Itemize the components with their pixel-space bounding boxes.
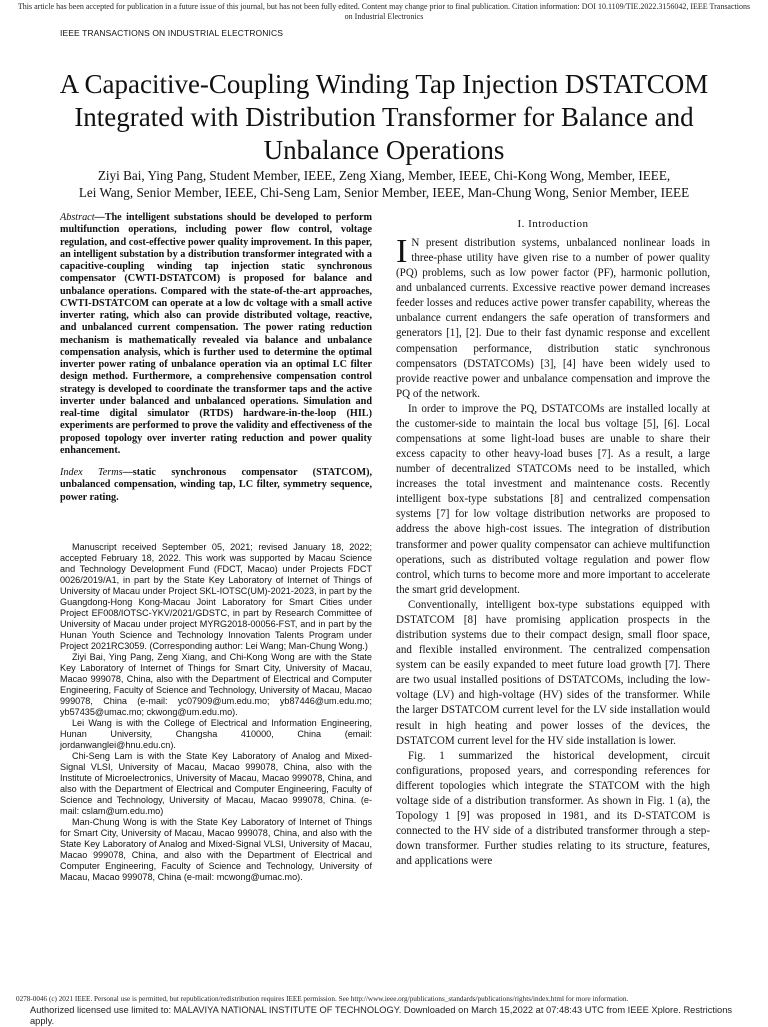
paragraph: Conventionally, intelligent box-type substations equipped with DSTATCOM [8] have promising application prospects in the distribution systems due to their compact design, small floor space, and flexible installed environment. The centralized compensation system can be easily expanded to meet future load growth [7]. There are two usual installed positions of DSTATCOMs, including the low-voltage (LV) and high-voltage (HV) sides of the transformer. While the larger DSTATCOM current level for the LV side installation would result in high heating and power losses of the devices, the DSTATCOM current level for the HV side installation is lower. xyxy=(396,598,710,747)
author-line-1: Ziyi Bai, Ying Pang, Student Member, IEEE, Zeng Xiang, Member, IEEE, Chi-Kong Wong, Member, IEEE, xyxy=(97,168,671,183)
left-column xyxy=(60,212,372,504)
paragraph: I N present distribution systems, unbalanced nonlinear loads in three-phase utility have given rise to a number of power quality (PQ) problems, such as low power factor (PF), harmonic pollution, and unbalanced currents. Excessive reactive power demand increases feeder losses and reduces active power transfer capability, whereas the unbalance current endangers the safe operation of transformers and generators [1], [2]. Due to their fast dynamic response and excellent compensation performance, distribution static synchronous compensators (DSTATCOMs) [3], [4] have been widely used to provide reactive power and unbalance compensation and improve the PQ of the network. xyxy=(396,233,710,400)
index-terms xyxy=(60,467,372,504)
paragraph: Fig. 1 summarized the historical development, circuit configurations, proposed years, and corresponding references for different topologies which integrate the STATCOM with the high voltage side of a distribution transformer. As shown in Fig. 1 (a), the Topology 1 [9] was proposed in 1981, and its D-STATCOM is connected to the HV side of a distributed transformer through a step-down transformer. Further studies relating to its structure, features, and applications were xyxy=(396,749,710,868)
license-notice: Authorized licensed use limited to: MALAVIYA NATIONAL INSTITUTE OF TECHNOLOGY. Downloaded on March 15,2022 at 07:48:43 UTC from IEEE Xplore. Restrictions apply. xyxy=(30,1005,733,1026)
preprint-notice: This article has been accepted for publication in a future issue of this journal, but has not been fully edited. Content may change prior to final publication. Citation information: DOI 10.1109/TIE.2022.3156042, IEEE Transactions on Industrial Electronics xyxy=(17,2,751,21)
paragraph: In order to improve the PQ, DSTATCOMs are installed locally at the customer-side to maintain the local bus voltage [5], [6]. Local compensations at some light-load buses are unable to share their excess capacity to other heavy-load buses [7]. As a result, a large number of decentralized STATCOMs need to be installed, which increases the total investment and maintenance costs. Recently intelligent box-type substations [8] and centralized compensation systems [7] for low voltage distribution networks are proposed to address the above high-cost issues. The integration of distribution transformer and power quality compensator can achieve multifunction operations, such as distributed voltage regulation and power flow control, which turns to become more and more important to accelerate the smart grid development. xyxy=(396,402,710,596)
index-terms-label: Index Terms xyxy=(60,467,123,478)
footnote-affiliation: Lei Wang is with the College of Electrical and Information Engineering, Hunan University, Changsha 410000, China (email: jordanwanglei@hnu.edu.cn). xyxy=(60,718,372,750)
copyright-notice: 0278-0046 (c) 2021 IEEE. Personal use is permitted, but republication/redistribution requires IEEE permission. See http://www.ieee.org/publications_standards/publications/rights/index.html for more information. xyxy=(16,995,629,1003)
author-line-2: Lei Wang, Senior Member, IEEE, Chi-Seng Lam, Senior Member, IEEE, Man-Chung Wong, Senior Member, IEEE xyxy=(78,185,690,200)
right-column xyxy=(396,212,710,869)
section-heading: I. Introduction xyxy=(517,218,589,230)
index-terms-text: —static synchronous compensator (STATCOM), unbalanced compensation, winding tap, LC filter, symmetry sequence, power rating. xyxy=(60,467,373,503)
abstract xyxy=(60,212,372,457)
footnote-affiliation: Ziyi Bai, Ying Pang, Zeng Xiang, and Chi-Kong Wong are with the State Key Laboratory of Internet of Things for Smart City, University of Macau, Macao 999078, China, also with the Department of Electrical and Computer Engineering, Faculty of Science and Technology, University of Macau, Macao 999078, China (e-mail: yc07909@um.edu.mo; yb87446@um.edu.mo; yb57435@umac.mo; ckwong@um.edu.mo). xyxy=(60,652,372,717)
journal-name: IEEE TRANSACTIONS ON INDUSTRIAL ELECTRONICS xyxy=(60,28,283,38)
drop-cap: I xyxy=(396,233,408,270)
footnote-affiliation: Chi-Seng Lam is with the State Key Laboratory of Analog and Mixed-Signal VLSI, University of Macau, Macao 999078, China, also with the Institute of Microelectronics, University of Macau, Macao 999078, China, and also with the Department of Electrical and Computer Engineering, Faculty of Science and Technology, University of Macau, Macao 999078, China. (e-mail: cslam@um.edu.mo) xyxy=(60,751,372,816)
paper-title: A Capacitive-Coupling Winding Tap Injection DSTATCOM Integrated with Distribution Transformer for Balance and Unbalance Operations xyxy=(59,69,709,165)
abstract-label: Abstract xyxy=(60,212,95,223)
abstract-text: —The intelligent substations should be developed to perform multifunction operations, including power flow control, voltage regulation, and cost-effective power quality improvement. In this paper, an intelligent substation by a distribution transformer integrated with a capacitive-coupling winding tap injection static synchronous compensator (CWTI-DSTATCOM) is proposed for balance and unbalance operations. Compared with the state-of-the-art approaches, CWTI-DSTATCOM can operate at a low dc voltage with a small active inverter rating, which also can provide distributed voltage, reactive, and unbalanced current compensation. The power rating reduction mechanism is mathematically revealed via balance and unbalance compensation analysis, which is further used to determine the optimal inverter power rating of unbalance operation via an optimal LC filter design method. Furthermore, a comprehensive compensation control strategy is developed to coordinate the transformer taps and the active inverter under balanced and unbalanced operations. Simulation and real-time digital simulator (RTDS) hardware-in-the-loop (HIL) experiments are performed to prove the validity and effectiveness of the proposed topology over inverter rating reduction and power quality enhancement. xyxy=(60,212,372,456)
footnote-manuscript: Manuscript received September 05, 2021; revised January 18, 2022; accepted February 18, 2022. This work was supported by Macau Science and Technology Development Fund (FDCT, Macao) under Projects FDCT 0026/2019/A1, in part by the State Key Laboratory of Internet of Things of University of Macau under Project SKL-IOTSC(UM)-2021-2023, in part by the Guangdong-Hong Kong-Macau Joint Laboratory for Smart Cities under Project EF008/IOTSC-YKV/2021/GDSTC, in part by Research Committee of University of Macau under project MYRG2018-00056-FST, and in part by the Hunan Youth Science and Technology Innovation Talents Program under Project 2021RC3059. (Corresponding author: Lei Wang; Man-Chung Wong.) xyxy=(60,542,372,651)
footnotes xyxy=(60,542,372,883)
footnote-affiliation: Man-Chung Wong is with the State Key Laboratory of Internet of Things for Smart City, University of Macau, Macao 999078, China, and also with the State Key Laboratory of Analog and Mixed-Signal VLSI, University of Macau, Macao 999078, China, and also with the Department of Electrical and Computer Engineering, Faculty of Science and Technology, University of Macau, Macao 999078, China (e-mail: mcwong@umac.mo). xyxy=(60,817,372,882)
author-list xyxy=(20,167,748,201)
